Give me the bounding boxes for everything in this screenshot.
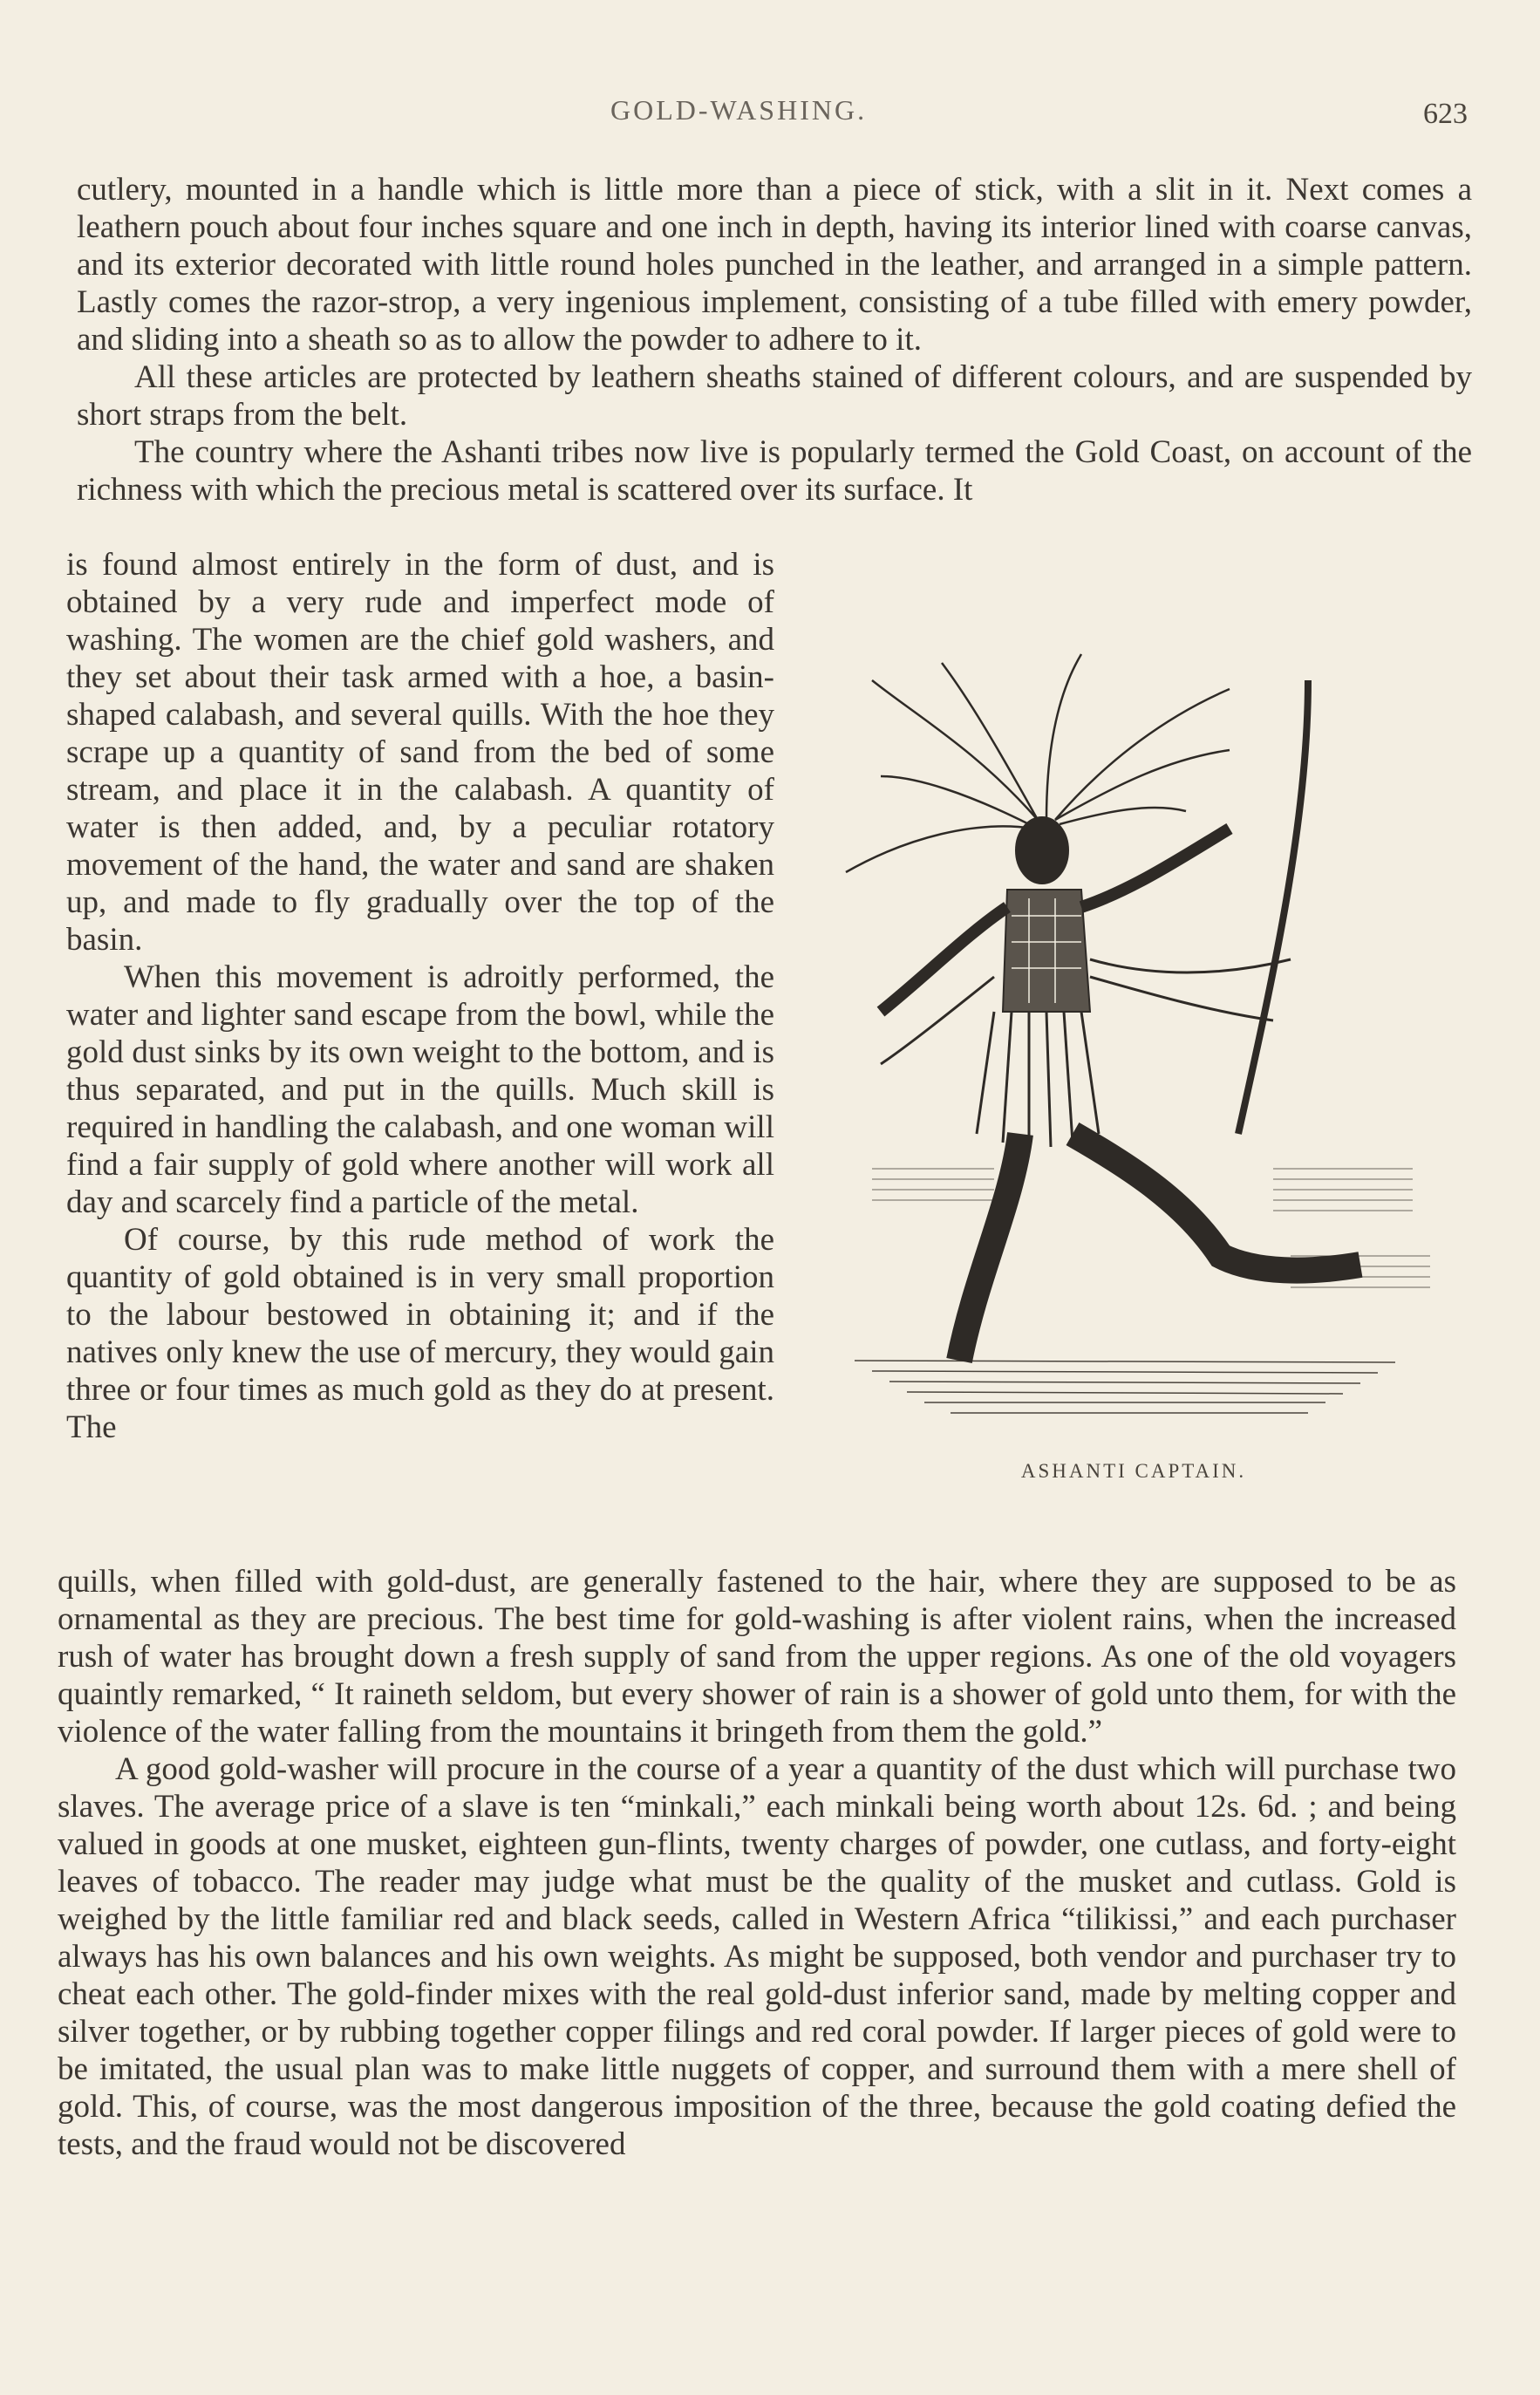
ashanti-captain-engraving <box>820 645 1448 1448</box>
running-title: GOLD-WASHING. <box>610 94 868 126</box>
paragraph: quills, when filled with gold-dust, are generally fastened to the hair, where they are supposed to be as ornamental as they are precious. The best time for gold-washing is after violent rains, when the increased rush of water has brought down a fresh supply of sand from the upper regions. As one of the old voyagers quaintly remarked, “ It raineth seldom, but every shower of rain is a shower of gold unto them, for with the violence of the water falling from the mountains it bringeth from them the gold.” <box>58 1564 1456 1750</box>
page-number: 623 <box>1423 98 1468 130</box>
paragraph: cutlery, mounted in a handle which is little more than a piece of stick, with a slit in it. Next comes a leathern pouch about four inches square and one inch in depth, having its interior lined with coarse canvas, and its exterior decorated with little round holes punched in the leather, and arranged in a simple pattern. Lastly comes the razor-strop, a very ingenious implement, consisting of a tube filled with emery powder, and sliding into a sheath so as to allow the powder to adhere to it. <box>77 172 1472 358</box>
left-arm <box>881 907 1007 1012</box>
right-arm <box>1081 829 1230 907</box>
paragraph: A good gold-washer will procure in the course of a year a quantity of the dust which will purchase two slaves. The average price of a slave is ten “minkali,” each minkali being worth about 12s. 6d. ; and being valued in goods at one musket, eighteen gun-flints, twenty charges of powder, one cutlass, and forty-eight leaves of tobacco. The reader may judge what must be the quality of the musket and cutlass. Gold is weighed by the little familiar red and black seeds, called in Western Africa “tilikissi,” and each purchaser always has his own balances and his own weights. As might be supposed, both vendor and purchaser try to cheat each other. The gold-finder mixes with the real gold-dust inferior sand, made by melting copper and silver together, or by rubbing together copper filings and red coral powder. If larger pieces of gold were to be imitated, the usual plan was to make little nuggets of copper, and surround them with a mere shell of gold. This, of course, was the most dangerous imposition of the three, because the gold coating defied the tests, and the fraud would not be discovered <box>58 1751 1456 2162</box>
right-leg <box>1073 1134 1360 1271</box>
figure-caption: ASHANTI CAPTAIN. <box>1020 1460 1247 1482</box>
ground-hatching <box>855 1361 1395 1413</box>
head <box>1016 817 1068 884</box>
paragraph: All these articles are protected by leathern sheaths stained of different colours, and are suspended by short straps from the belt. <box>77 359 1472 433</box>
left-leg <box>959 1134 1020 1361</box>
staff <box>1238 680 1308 1134</box>
paragraph: When this movement is adroitly performed, the water and lighter sand escape from the bowl, while the gold dust sinks by its own weight to the bottom, and is thus separated, and put in the quills. Much skill is required in handling the calabash, and one woman will find a fair supply of gold where another will work all day and scarcely find a particle of the metal. <box>66 959 774 1220</box>
narrow-text-column <box>66 546 774 1446</box>
top-text-block <box>77 171 1472 508</box>
engraving-figure <box>820 645 1448 1483</box>
paragraph: Of course, by this rude method of work the quantity of gold obtained is in very small proportion to the labour bestowed in obtaining it; and if the natives only knew the use of mercury, they would gain three or four times as much gold as they do at present. The <box>66 1222 774 1445</box>
paragraph: The country where the Ashanti tribes now live is popularly termed the Gold Coast, on account of the richness with which the precious metal is scattered over its surface. It <box>77 434 1472 508</box>
running-head <box>0 94 1540 147</box>
bottom-text-block <box>58 1563 1456 2163</box>
torso <box>1003 890 1090 1012</box>
paragraph: is found almost entirely in the form of dust, and is obtained by a very rude and imperfect mode of washing. The women are the chief gold washers, and they set about their task armed with a hoe, a basin-shaped calabash, and several quills. With the hoe they scrape up a quantity of sand from the bed of some stream, and place it in the calabash. A quantity of water is then added, and, by a peculiar rotatory movement of the hand, the water and sand are shaken up, and made to fly gradually over the top of the basin. <box>66 547 774 958</box>
